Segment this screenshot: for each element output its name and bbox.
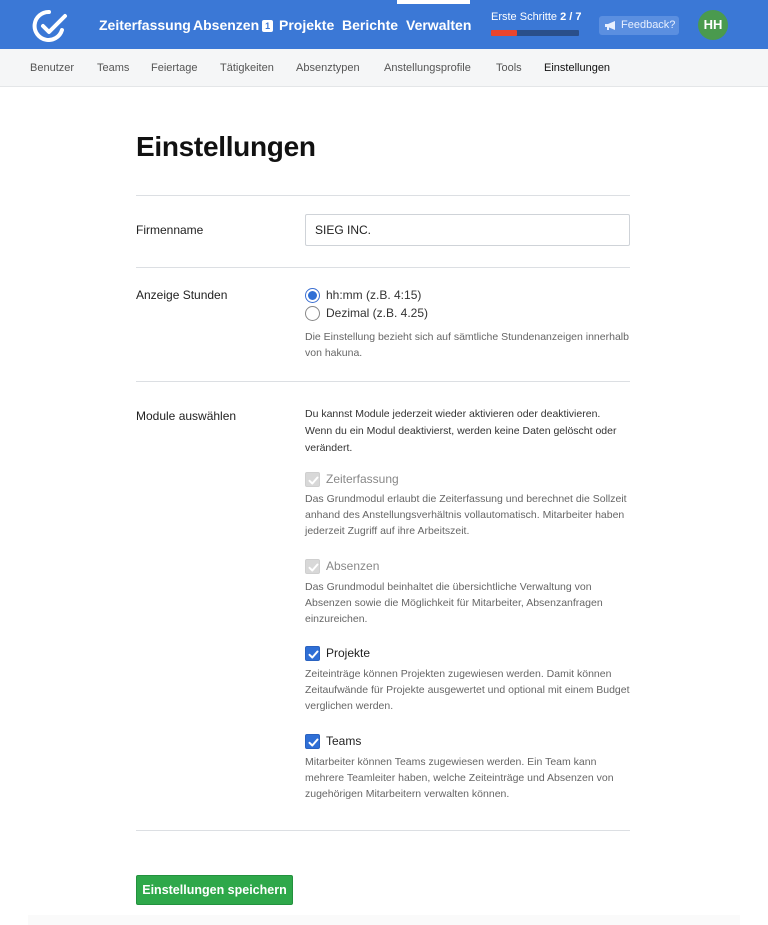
app-logo-icon[interactable]	[28, 8, 70, 42]
radio-label: hh:mm (z.B. 4:15)	[326, 288, 422, 302]
module-projekte-checkbox[interactable]	[305, 646, 320, 661]
section-divider	[136, 830, 630, 831]
checkmark-icon	[307, 648, 320, 661]
first-steps-progress-bar	[491, 30, 579, 36]
nav-absenzen[interactable]	[193, 0, 273, 49]
modules-label: Module auswählen	[136, 409, 237, 423]
company-name-label: Firmenname	[136, 223, 204, 237]
module-teams-checkbox[interactable]	[305, 734, 320, 749]
feedback-button[interactable]	[599, 16, 679, 35]
radio-decimal[interactable]	[305, 306, 320, 321]
subnav-teams[interactable]: Teams	[97, 62, 130, 74]
subnav-tools[interactable]: Tools	[496, 62, 522, 74]
nav-label: Verwalten	[406, 17, 472, 33]
module-label: Teams	[326, 734, 362, 748]
user-avatar[interactable]: HH	[698, 10, 728, 40]
module-absenzen-checkbox	[305, 559, 320, 574]
subnav-einstellungen[interactable]: Einstellungen	[544, 62, 611, 74]
top-navigation-bar	[0, 0, 768, 49]
module-description: Mitarbeiter können Teams zugewiesen werden. Ein Team kann mehrere Teamleiter haben, welche Zeiteinträge und Absenzen von zugehörigen Mitarbeitern verwalten können.	[305, 756, 614, 800]
checkmark-icon	[307, 474, 320, 487]
checkmark-icon	[307, 561, 320, 574]
checkmark-icon	[307, 736, 320, 749]
module-description: Das Grundmodul beinhaltet die übersichtliche Verwaltung von Absenzen sowie die Möglichkeit für Mitarbeiter, Absenzanfragen einzureichen.	[305, 581, 603, 625]
radio-label: Dezimal (z.B. 4.25)	[326, 306, 429, 320]
nav-verwalten[interactable]	[406, 0, 471, 49]
first-steps-count: 2 / 7	[560, 11, 582, 23]
nav-label: Absenzen	[193, 17, 260, 33]
feedback-label: Feedback?	[621, 19, 676, 31]
radio-hhmm[interactable]	[305, 288, 320, 303]
nav-berichte[interactable]	[342, 0, 398, 49]
module-label: Projekte	[326, 646, 371, 660]
module-description: Das Grundmodul erlaubt die Zeiterfassung und berechnet die Sollzeit anhand des Anstellungsverhältnis vollautomatisch. Mitarbeiter haben jederzeit Zugriff auf ihre Arbeitszeit.	[305, 493, 627, 537]
module-zeiterfassung-checkbox	[305, 472, 320, 487]
nav-label: Projekte	[279, 17, 335, 33]
company-name-input[interactable]	[305, 214, 630, 246]
section-divider	[136, 381, 630, 382]
save-settings-button[interactable]: Einstellungen speichern	[136, 875, 293, 905]
module-description: Zeiteinträge können Projekten zugewiesen werden. Damit können Zeitaufwände für Projekte ausgewertet und optional mit einem Budget verglichen werden.	[305, 668, 630, 712]
module-label: Absenzen	[326, 559, 380, 573]
first-steps-label: Erste Schritte	[491, 11, 558, 23]
megaphone-icon	[604, 20, 618, 31]
nav-label: Berichte	[342, 17, 399, 33]
subnav-anstellungsprofile[interactable]: Anstellungsprofile	[384, 62, 471, 74]
page-title: Einstellungen	[136, 131, 316, 162]
nav-projekte[interactable]	[279, 0, 334, 49]
first-steps-link[interactable]	[491, 11, 582, 23]
modules-intro-text: Du kannst Module jederzeit wieder aktivieren oder deaktivieren. Wenn du ein Modul deaktivierst, werden keine Daten gelöscht oder verändert.	[305, 408, 617, 454]
subnav-taetigkeiten[interactable]: Tätigkeiten	[220, 62, 274, 74]
page-footer-area	[28, 915, 740, 925]
hours-help-text: Die Einstellung bezieht sich auf sämtliche Stundenanzeigen innerhalb von hakuna.	[305, 331, 629, 359]
nav-label: Zeiterfassung	[99, 17, 191, 33]
first-steps-progress-fill	[491, 30, 517, 36]
subnav-feiertage[interactable]: Feiertage	[151, 62, 198, 74]
subnav-absenztypen[interactable]: Absenztypen	[296, 62, 360, 74]
section-divider	[136, 267, 630, 268]
hours-display-label: Anzeige Stunden	[136, 288, 228, 302]
section-divider	[136, 195, 630, 196]
absenzen-count-badge: 1	[262, 20, 273, 32]
module-label: Zeiterfassung	[326, 472, 399, 486]
nav-zeiterfassung[interactable]	[99, 0, 191, 49]
sub-navigation-bar	[0, 49, 768, 87]
subnav-benutzer[interactable]: Benutzer	[30, 62, 75, 74]
